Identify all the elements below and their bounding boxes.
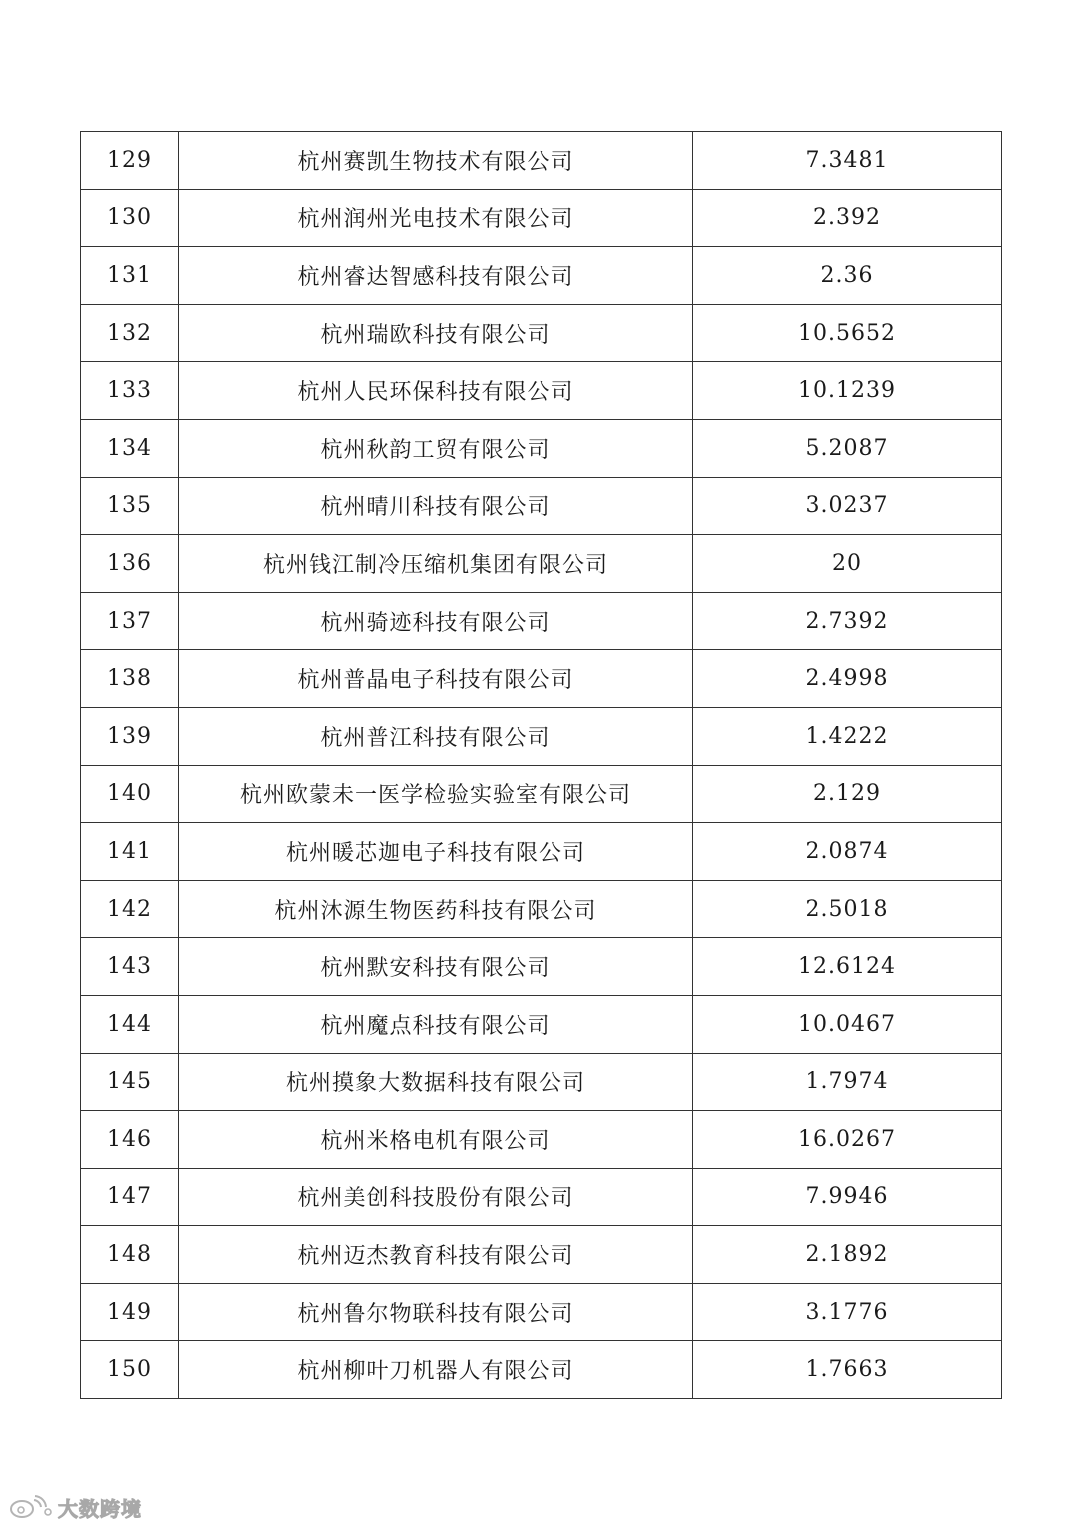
row-index-cell: 136 (81, 535, 179, 593)
table-row (81, 880, 1002, 938)
value-cell: 2.392 (693, 189, 1002, 247)
row-index-cell: 132 (81, 304, 179, 362)
row-index-cell: 139 (81, 707, 179, 765)
table-row (81, 707, 1002, 765)
value-cell: 10.5652 (693, 304, 1002, 362)
row-index-cell: 150 (81, 1341, 179, 1399)
table-row (81, 132, 1002, 190)
value-cell: 20 (693, 535, 1002, 593)
company-name-cell: 杭州柳叶刀机器人有限公司 (179, 1341, 693, 1399)
value-cell: 2.7392 (693, 592, 1002, 650)
value-cell: 1.7663 (693, 1341, 1002, 1399)
table-row (81, 938, 1002, 996)
table-row (81, 247, 1002, 305)
row-index-cell: 144 (81, 995, 179, 1053)
row-index-cell: 134 (81, 419, 179, 477)
company-name-cell: 杭州钱江制冷压缩机集团有限公司 (179, 535, 693, 593)
value-cell: 1.7974 (693, 1053, 1002, 1111)
company-name-cell: 杭州晴川科技有限公司 (179, 477, 693, 535)
row-index-cell: 138 (81, 650, 179, 708)
table-row (81, 189, 1002, 247)
company-name-cell: 杭州赛凯生物技术有限公司 (179, 132, 693, 190)
company-name-cell: 杭州骑迹科技有限公司 (179, 592, 693, 650)
value-cell: 16.0267 (693, 1111, 1002, 1169)
watermark (8, 1492, 142, 1522)
row-index-cell: 130 (81, 189, 179, 247)
table-row (81, 362, 1002, 420)
table-row (81, 1053, 1002, 1111)
company-name-cell: 杭州普江科技有限公司 (179, 707, 693, 765)
company-name-cell: 杭州摸象大数据科技有限公司 (179, 1053, 693, 1111)
table-row (81, 1226, 1002, 1284)
weibo-logo-icon (8, 1494, 52, 1520)
value-cell: 2.36 (693, 247, 1002, 305)
row-index-cell: 137 (81, 592, 179, 650)
value-cell: 10.1239 (693, 362, 1002, 420)
table-row (81, 535, 1002, 593)
company-name-cell: 杭州瑞欧科技有限公司 (179, 304, 693, 362)
value-cell: 3.1776 (693, 1283, 1002, 1341)
table-row (81, 1283, 1002, 1341)
value-cell: 12.6124 (693, 938, 1002, 996)
value-cell: 1.4222 (693, 707, 1002, 765)
company-name-cell: 杭州沐源生物医药科技有限公司 (179, 880, 693, 938)
row-index-cell: 133 (81, 362, 179, 420)
table-row (81, 1168, 1002, 1226)
company-name-cell: 杭州欧蒙未一医学检验实验室有限公司 (179, 765, 693, 823)
company-table (80, 131, 1002, 1399)
table-body (81, 132, 1002, 1399)
company-name-cell: 杭州迈杰教育科技有限公司 (179, 1226, 693, 1284)
value-cell: 2.5018 (693, 880, 1002, 938)
company-name-cell: 杭州魔点科技有限公司 (179, 995, 693, 1053)
company-name-cell: 杭州秋韵工贸有限公司 (179, 419, 693, 477)
watermark-text: 大数跨境 (58, 1496, 142, 1521)
table-row (81, 765, 1002, 823)
row-index-cell: 143 (81, 938, 179, 996)
value-cell: 2.1892 (693, 1226, 1002, 1284)
table-row (81, 823, 1002, 881)
row-index-cell: 131 (81, 247, 179, 305)
row-index-cell: 142 (81, 880, 179, 938)
value-cell: 5.2087 (693, 419, 1002, 477)
row-index-cell: 141 (81, 823, 179, 881)
company-name-cell: 杭州睿达智感科技有限公司 (179, 247, 693, 305)
value-cell: 7.3481 (693, 132, 1002, 190)
company-name-cell: 杭州默安科技有限公司 (179, 938, 693, 996)
company-name-cell: 杭州暖芯迦电子科技有限公司 (179, 823, 693, 881)
table-row (81, 995, 1002, 1053)
value-cell: 2.4998 (693, 650, 1002, 708)
row-index-cell: 149 (81, 1283, 179, 1341)
company-name-cell: 杭州鲁尔物联科技有限公司 (179, 1283, 693, 1341)
company-name-cell: 杭州润州光电技术有限公司 (179, 189, 693, 247)
table-row (81, 650, 1002, 708)
value-cell: 7.9946 (693, 1168, 1002, 1226)
table-row (81, 592, 1002, 650)
row-index-cell: 145 (81, 1053, 179, 1111)
row-index-cell: 135 (81, 477, 179, 535)
table-row (81, 1341, 1002, 1399)
value-cell: 2.129 (693, 765, 1002, 823)
table-row (81, 477, 1002, 535)
company-name-cell: 杭州美创科技股份有限公司 (179, 1168, 693, 1226)
row-index-cell: 129 (81, 132, 179, 190)
company-name-cell: 杭州人民环保科技有限公司 (179, 362, 693, 420)
row-index-cell: 148 (81, 1226, 179, 1284)
table-row (81, 1111, 1002, 1169)
row-index-cell: 146 (81, 1111, 179, 1169)
value-cell: 10.0467 (693, 995, 1002, 1053)
value-cell: 2.0874 (693, 823, 1002, 881)
company-name-cell: 杭州普晶电子科技有限公司 (179, 650, 693, 708)
table-row (81, 419, 1002, 477)
table-row (81, 304, 1002, 362)
value-cell: 3.0237 (693, 477, 1002, 535)
company-name-cell: 杭州米格电机有限公司 (179, 1111, 693, 1169)
row-index-cell: 147 (81, 1168, 179, 1226)
row-index-cell: 140 (81, 765, 179, 823)
